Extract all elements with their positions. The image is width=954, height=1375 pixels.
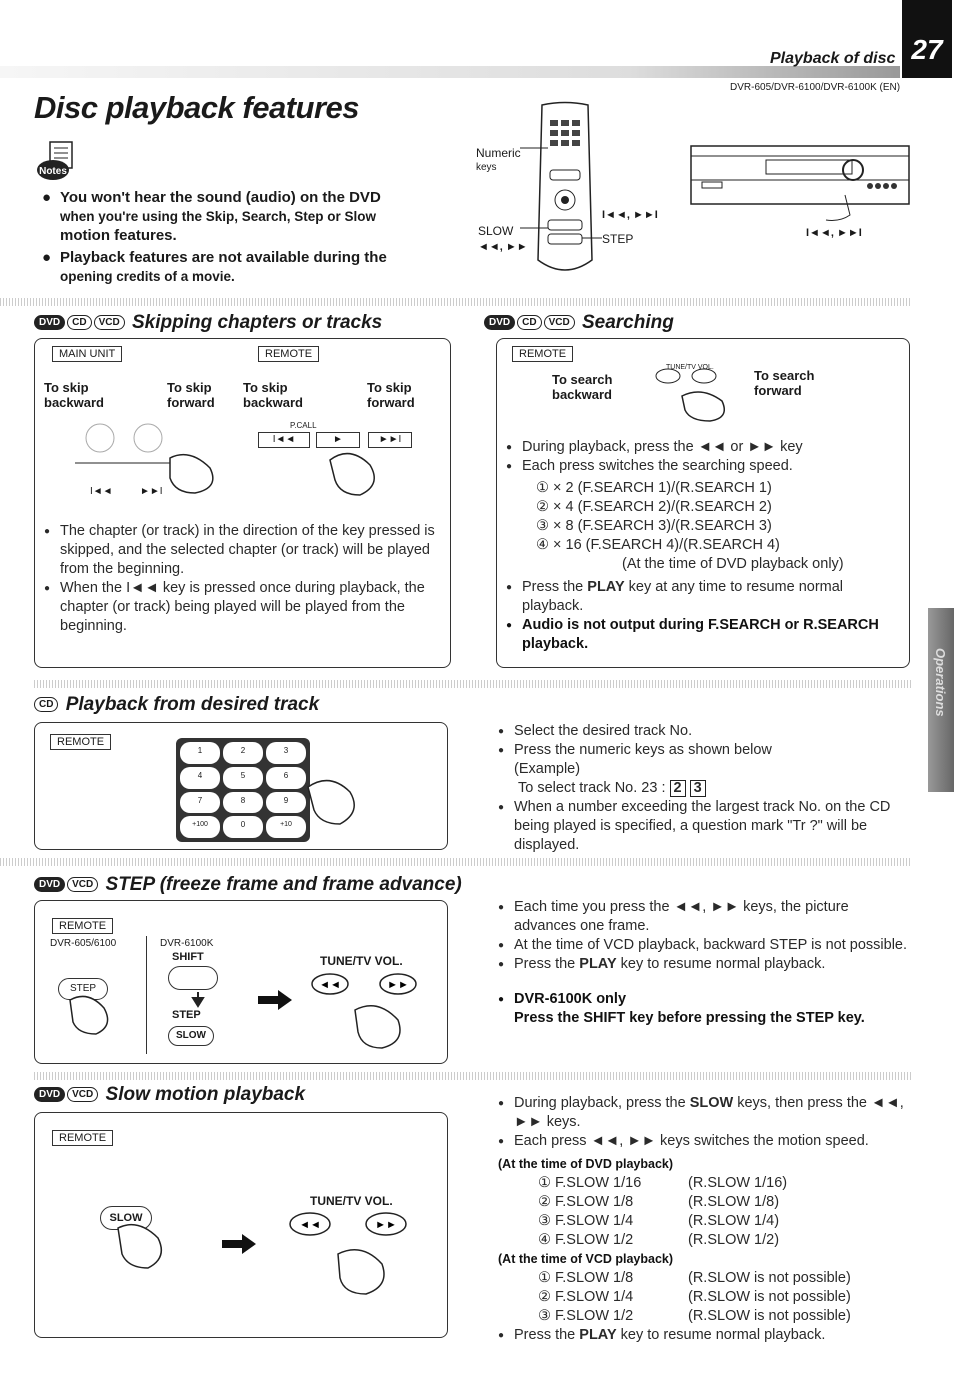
separator (0, 298, 912, 306)
search-fwd-label: To search forward (754, 368, 815, 398)
step-label: STEP (602, 232, 634, 246)
note-2: ● Playback features are not available during the opening credits of a movie. (42, 249, 387, 284)
running-title: Playback of disc (770, 50, 896, 67)
search-tune-label: TUNE/TV VOL. (666, 364, 714, 371)
search-text: ● During playback, press the ◄◄ or ►► key ● Each press switches the searching speed. ① × 2 (F.SEARCH 1)/(R.SEARCH 1) ② × 4 (F.SEARCH 2)/(R.SEARCH 2) ③ × 8 (F.SEARCH 3)/(R.SEARCH 3) ④ × 16 (F.SEARCH 4)/(R.SEARCH 4) (At the time of DVD playback only) ● Press the PLAY key at any time to resume normal playback. ● Audio is not output during F.SEARCH or R.SEARCH playback. (506, 438, 902, 654)
search-section-title: DVD CD VCD Searching (484, 312, 674, 334)
desired-remote-tag: REMOTE (50, 734, 111, 750)
skip-label-2: To skip forward (167, 380, 215, 410)
search-remote-tag: REMOTE (512, 346, 573, 362)
keys-label: keys (476, 162, 497, 173)
skip-keys-label: I◄◄, ►►I (602, 209, 658, 221)
keypad-key[interactable]: 5 (223, 767, 263, 789)
slow-section-title: DVD VCD Slow motion playback (34, 1084, 305, 1106)
keypad-key[interactable]: 4 (180, 767, 220, 789)
slow-label: SLOW (478, 224, 514, 238)
svg-text:◄◄: ◄◄ (299, 1219, 321, 1231)
keypad-key[interactable]: 1 (180, 742, 220, 764)
arrow-right-icon (222, 1232, 258, 1256)
desired-section-title: CD Playback from desired track (34, 694, 319, 716)
hand-pointer-icon (108, 1216, 180, 1276)
key-3-icon: 3 (690, 780, 706, 797)
step-remote-tag: REMOTE (52, 918, 113, 934)
step-text: ● Each time you press the ◄◄, ►► keys, the picture advances one frame. ● At the time of VCD playback, backward STEP is not possible. ● Press the PLAY key to resume normal playback. ● DVR-6100K only Press the SHIFT key before pressing the STEP key. (498, 898, 912, 1028)
keypad-key[interactable]: +100 (180, 816, 220, 838)
operations-side-tab: Operations (928, 608, 954, 792)
main-unit-tag: MAIN UNIT (52, 346, 122, 362)
shift-button[interactable] (168, 966, 218, 990)
step-section-title: DVD VCD STEP (freeze frame and frame advance) (34, 874, 462, 896)
hand-pointer-icon (320, 440, 390, 510)
dvd-player-illustration (690, 140, 912, 240)
slow-key-button[interactable]: SLOW (100, 1206, 152, 1230)
unit-skip-back-label: I◄◄ (90, 486, 113, 497)
slow-remote-tag: REMOTE (52, 1130, 113, 1146)
svg-text:►►: ►► (375, 1219, 397, 1231)
skip-back-button[interactable]: I◄◄ (258, 432, 310, 448)
notes-icon (36, 140, 82, 184)
key-2-icon: 2 (670, 780, 686, 797)
numeric-label: Numeric (476, 146, 521, 160)
shift-label: SHIFT (172, 951, 204, 963)
unit-skip-fwd-label: ►►I (140, 486, 163, 497)
page-title: Disc playback features (34, 90, 360, 125)
slow-tune-label: TUNE/TV VOL. (310, 1194, 393, 1208)
hand-pointer-icon (300, 772, 370, 832)
header-bar (0, 66, 900, 78)
separator (34, 680, 912, 688)
model-line: DVR-605/DVR-6100/DVR-6100K (EN) (730, 82, 901, 93)
skip-text: ● The chapter (or track) in the direction of the key pressed is skipped, and the selected chapter (or track) will be played from the beginning. ● When the I◄◄ key is pressed once during playback, the chapter (or track) being played will be played from the beginning. (44, 522, 442, 636)
model-a-label: DVR-605/6100 (50, 938, 117, 949)
skip-label-1: To skip backward (44, 380, 104, 410)
slow-button[interactable]: SLOW (168, 1026, 214, 1046)
keypad-key[interactable]: 3 (266, 742, 306, 764)
skip-fwd-button[interactable]: ►►I (368, 432, 412, 448)
search-back-label: To search backward (552, 372, 613, 402)
note-1: ● You won't hear the sound (audio) on the DVD when you're using the Skip, Search, Step or Slow motion features. (42, 189, 381, 244)
numeric-keypad (176, 738, 310, 842)
keypad-key[interactable]: 8 (223, 792, 263, 814)
skip-label-3: To skip backward (243, 380, 303, 410)
keypad-key[interactable]: +10 (266, 816, 306, 838)
model-b-label: DVR-6100K (160, 938, 214, 949)
keypad-key[interactable]: 9 (266, 792, 306, 814)
page-number: 27 (902, 0, 952, 78)
skip-section-title: DVD CD VCD Skipping chapters or tracks (34, 312, 382, 334)
hand-pointer-icon (70, 418, 230, 498)
step-button[interactable]: STEP (58, 978, 108, 1000)
skip-remote-tag: REMOTE (258, 346, 319, 362)
arrow-right-icon (258, 988, 294, 1012)
divider (146, 936, 147, 1054)
play-button[interactable]: ► (316, 432, 360, 448)
keypad-key[interactable]: 7 (180, 792, 220, 814)
separator (34, 1072, 912, 1080)
pcall-label: P.CALL (290, 421, 317, 430)
hand-pointer-icon (60, 990, 120, 1040)
search-keys-illustration (652, 366, 742, 426)
notes-label: Notes (39, 166, 67, 177)
separator (0, 858, 912, 866)
keypad-key[interactable]: 6 (266, 767, 306, 789)
keypad-key[interactable]: 2 (223, 742, 263, 764)
skip-label-4: To skip forward (367, 380, 415, 410)
remote-control-illustration (520, 100, 610, 290)
slow-text: ● During playback, press the SLOW keys, then press the ◄◄, ►► keys. ● Each press ◄◄, ►► keys switches the motion speed. (At the time of DVD playback) ① F.SLOW 1/16 (R.SLOW 1/16) ② F.SLOW 1/8 (R.SLOW 1/8) ③ F.SLOW 1/4 (R.SLOW 1/4) ④ F.SLOW 1/2 (R.SLOW 1/2) (At the time of VCD playback) ① F.SLOW 1/8 (R.SLOW is not possible) ② F.SLOW 1/4 (R.SLOW is not possible) ③ F.SLOW 1/2 (R.SLOW is not possible) ● Press the PLAY key to resume normal playback. (498, 1094, 912, 1345)
svg-text:►►: ►► (387, 979, 409, 991)
slow-keys-label: ◄◄, ►► (478, 241, 528, 253)
keypad-key[interactable]: 0 (223, 816, 263, 838)
step-key-label: STEP (172, 1009, 201, 1021)
unit-keys-label: I◄◄, ►►I (806, 227, 862, 239)
desired-text: ● Select the desired track No. ● Press the numeric keys as shown below (Example) To select track No. 23 : 2 3 ● When a number exceeding the largest track No. on the CD being played is specified, a question mark "Tr ?" will be displayed. (498, 722, 912, 855)
svg-text:◄◄: ◄◄ (319, 979, 341, 991)
arrow-down-icon (188, 990, 208, 1010)
slow-tune-keys-illustration (286, 1210, 416, 1302)
tune-keys-illustration (310, 970, 430, 1054)
step-tune-label: TUNE/TV VOL. (320, 954, 403, 968)
